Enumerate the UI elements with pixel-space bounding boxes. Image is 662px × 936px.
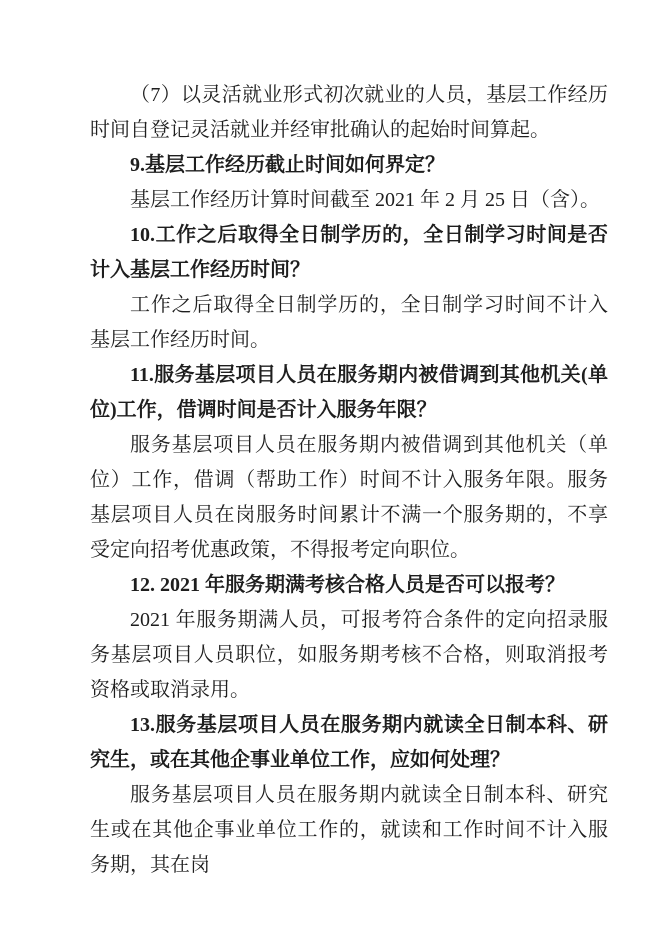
answer-paragraph: 服务基层项目人员在服务期内被借调到其他机关（单位）工作，借调（帮助工作）时间不计入服务年限。服务基层项目人员在岗服务时间累计不满一个服务期的，不享受定向招考优惠政策，不得报考定向职位。 xyxy=(90,434,608,561)
question-paragraph: 11.服务基层项目人员在服务期内被借调到其他机关(单位)工作，借调时间是否计入服务年限？ xyxy=(90,364,608,421)
question-paragraph: 13.服务基层项目人员在服务期内就读全日制本科、研究生，或在其他企事业单位工作，应如何处理？ xyxy=(90,714,608,771)
question-paragraph: 10.工作之后取得全日制学历的，全日制学习时间是否计入基层工作经历时间？ xyxy=(90,224,608,281)
answer-paragraph: 2021 年服务期满人员，可报考符合条件的定向招录服务基层项目人员职位，如服务期考核不合格，则取消报考资格或取消录用。 xyxy=(90,609,608,701)
answer-paragraph: 服务基层项目人员在服务期内就读全日制本科、研究生或在其他企事业单位工作的，就读和工作时间不计入服务期，其在岗 xyxy=(90,784,608,876)
answer-paragraph: 工作之后取得全日制学历的，全日制学习时间不计入基层工作经历时间。 xyxy=(90,294,608,351)
document-body xyxy=(90,78,608,883)
answer-paragraph: （7）以灵活就业形式初次就业的人员，基层工作经历时间自登记灵活就业并经审批确认的起始时间算起。 xyxy=(90,84,608,141)
question-paragraph: 9.基层工作经历截止时间如何界定？ xyxy=(130,154,445,176)
answer-paragraph: 基层工作经历计算时间截至 2021 年 2 月 25 日（含）。 xyxy=(130,189,600,211)
question-paragraph: 12. 2021 年服务期满考核合格人员是否可以报考？ xyxy=(130,574,565,596)
